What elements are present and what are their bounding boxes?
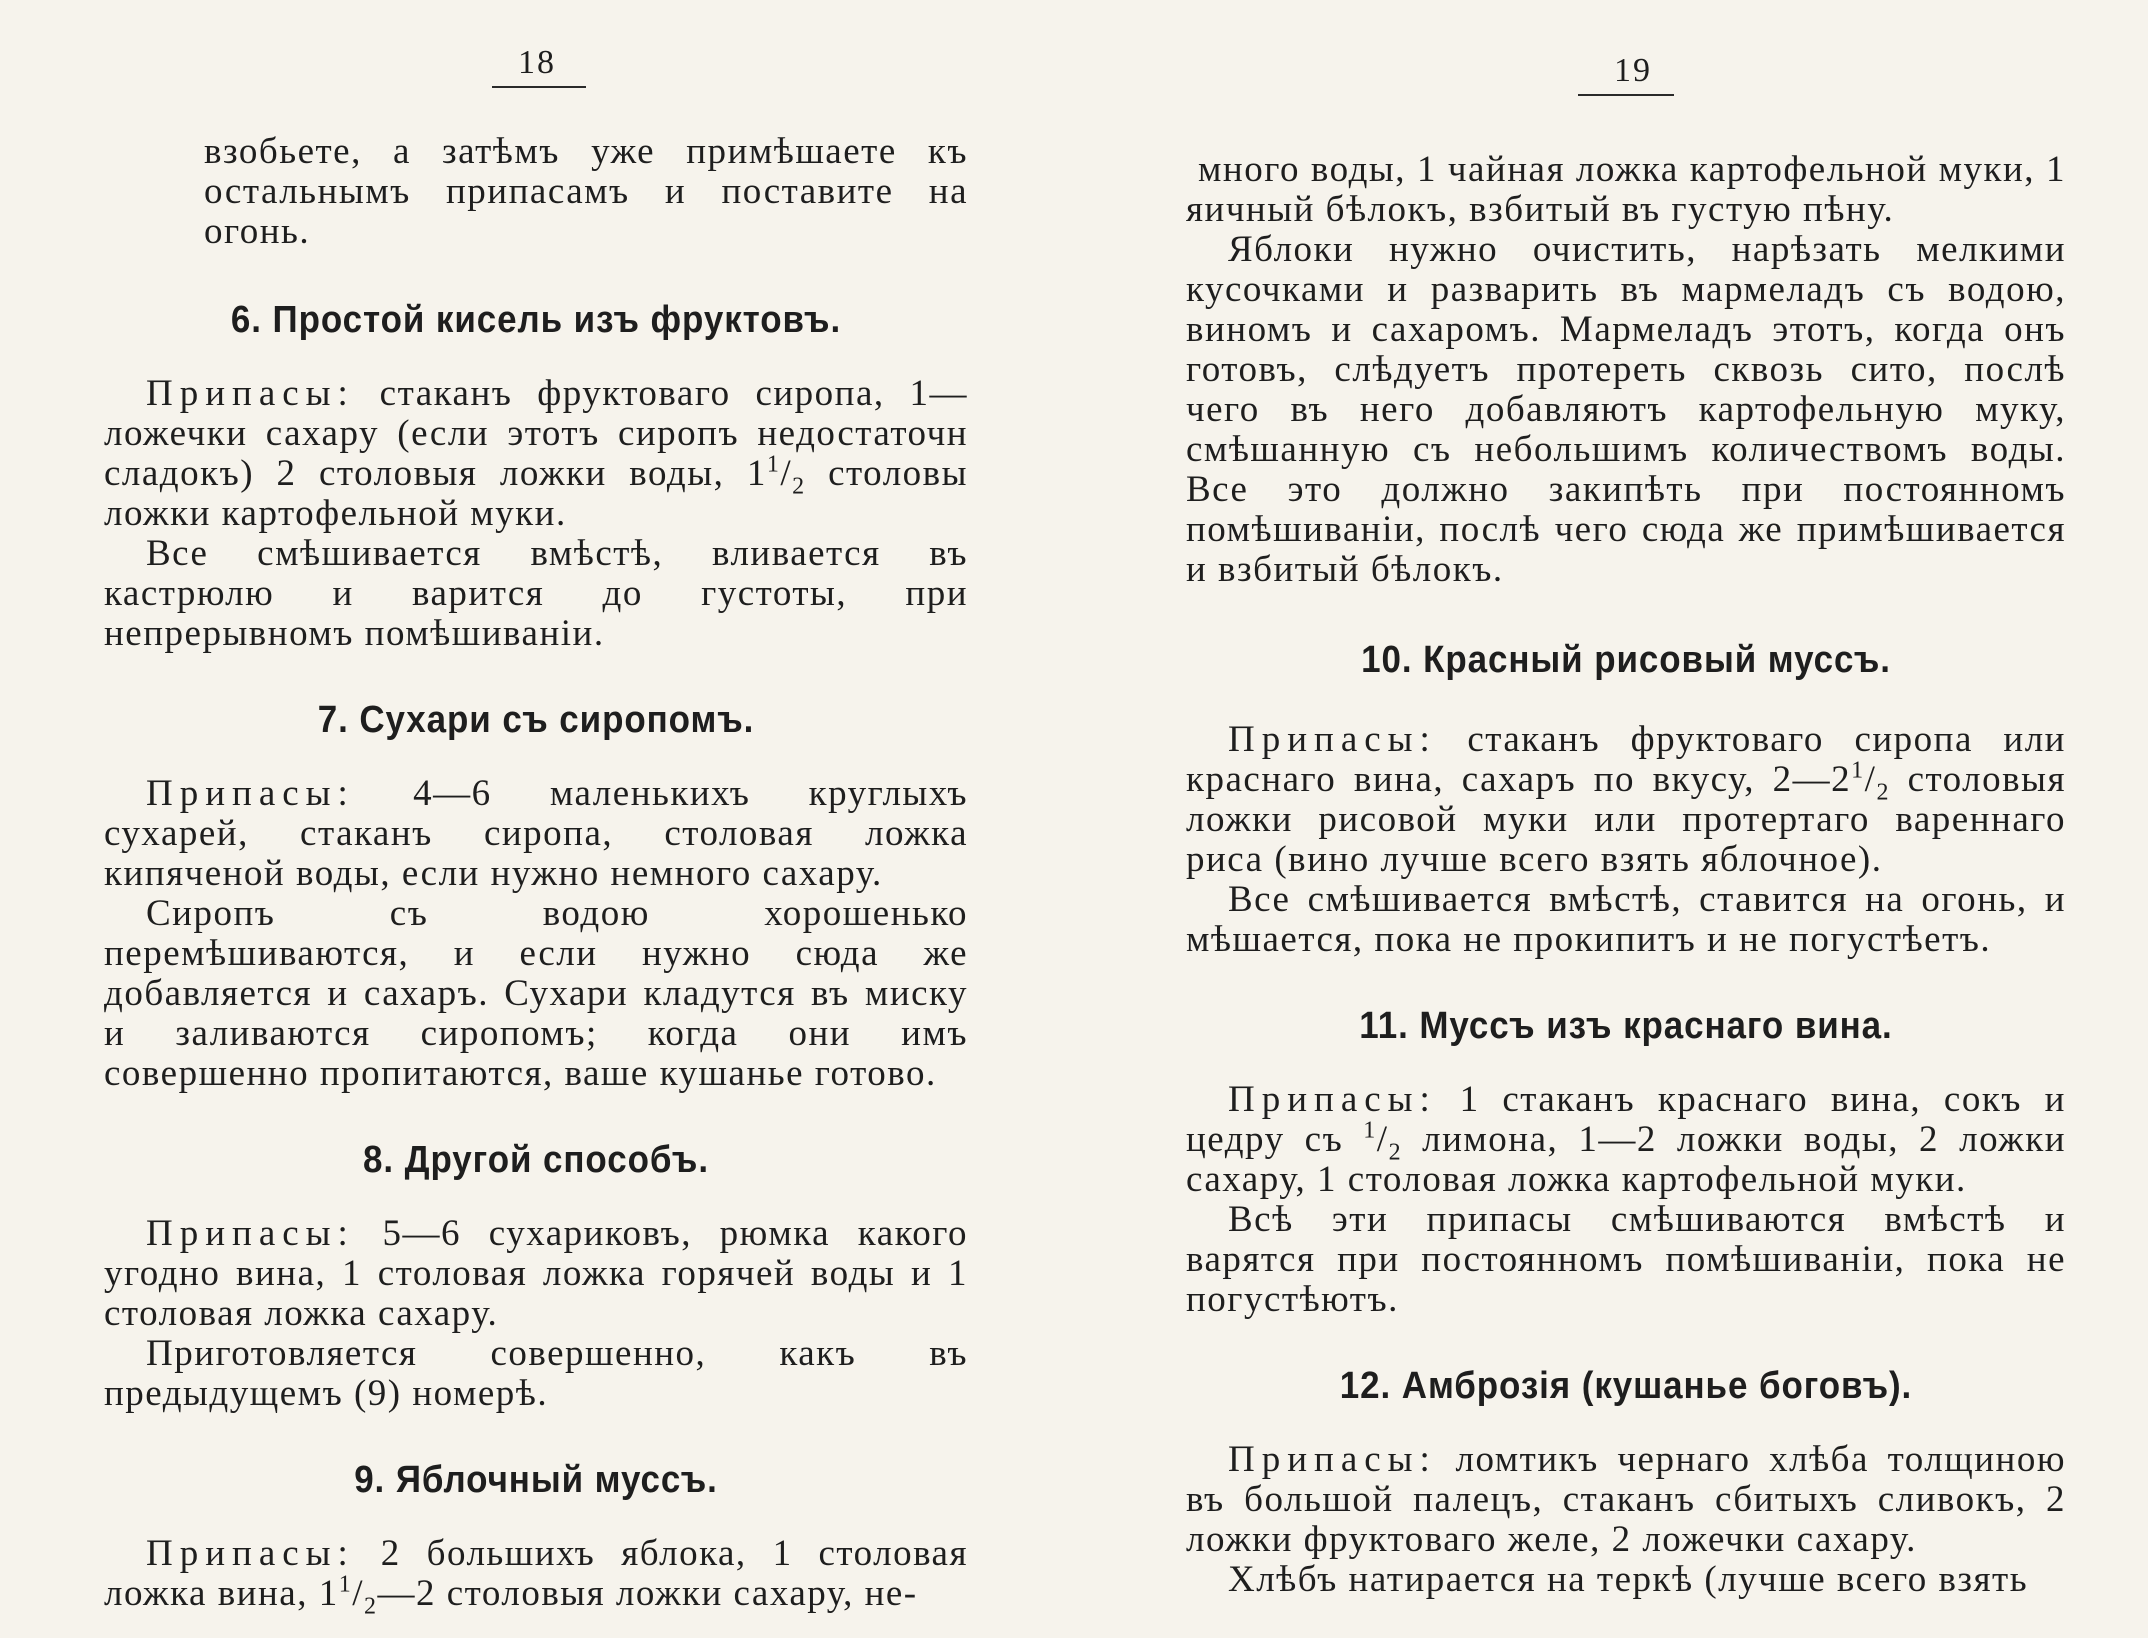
- continuation-method: Яблоки нужно очистить, нарѣзать мелкими кусочками и разварить въ мармеладъ съ водою, виномъ и сахаромъ. Мармеладъ этотъ, когда онъ готовъ, слѣдуетъ протереть сквозь сито, послѣ чего въ него добавляютъ картофельную муку, смѣшанную съ небольшимъ количествомъ воды. Все это должно закипѣть при постоянномъ помѣшиваніи, послѣ чего сюда же примѣшивается и взбитый бѣлокъ.: [1186, 229, 2066, 590]
- left-page-body: [104, 131, 968, 1620]
- recipe-11-ingredients: Припасы: 1 стаканъ краснаго вина, сокъ и цедру съ $^1/_2$ лимона, 1—2 ложки воды, 2 ложки сахару, 1 столовая ложка картофельной муки.: [1186, 1079, 2066, 1200]
- right-page-body: [1186, 150, 2066, 1600]
- recipe-10-title: 10. Красный рисовый муссъ.: [1361, 639, 1891, 681]
- ingredients-label: Припасы:: [146, 1533, 355, 1574]
- recipe-12-ingredients: Припасы: ломтикъ чернаго хлѣба толщиною въ большой палецъ, стаканъ сбитыхъ сливокъ, 2 ложки фруктоваго желе, 2 ложечки сахару.: [1186, 1439, 2066, 1560]
- ingredients-label: Припасы:: [146, 373, 355, 414]
- recipe-11-title: 11. Муссъ изъ краснаго вина.: [1359, 1005, 1893, 1047]
- recipe-12-title: 12. Амброзія (кушанье боговъ).: [1339, 1365, 1913, 1407]
- ingredients-label: Припасы:: [1228, 719, 1437, 760]
- ingredients-label: Припасы:: [1228, 1079, 1437, 1120]
- recipe-6-method: Все смѣшивается вмѣстѣ, вливается въ кастрюлю и варится до густоты, при непрерывномъ помѣшиваніи.: [104, 533, 968, 654]
- page-number: 18: [518, 44, 556, 81]
- recipe-9-title: 9. Яблочный муссъ.: [354, 1459, 718, 1501]
- continuation-paragraph: взобьете, а затѣмъ уже примѣшаете къ остальнымъ припасамъ и поставите на огонь.: [204, 131, 968, 252]
- recipe-8-title: 8. Другой способъ.: [363, 1139, 709, 1181]
- recipe-7-ingredients: Припасы: 4—6 маленькихъ круглыхъ сухарей, стаканъ сиропа, столовая ложка кипяченой воды, если нужно немного сахару.: [104, 773, 968, 894]
- recipe-11-method: Всѣ эти припасы смѣшиваются вмѣстѣ и варятся при постоянномъ помѣшиваніи, пока не погустѣютъ.: [1186, 1199, 2066, 1320]
- page-number-rule: [1578, 94, 1674, 96]
- recipe-10-ingredients: Припасы: стаканъ фруктоваго сиропа или краснаго вина, сахаръ по вкусу, $2—2^1/_2$ столовыя ложки рисовой муки или протертаго вареннаго риса (вино лучше всего взять яблочное).: [1186, 719, 2066, 880]
- ingredients-label: Припасы:: [146, 773, 355, 814]
- recipe-6-title: 6. Простой кисель изъ фруктовъ.: [230, 299, 842, 341]
- recipe-7-title: 7. Сухари съ сиропомъ.: [317, 699, 755, 741]
- recipe-6-ingredients: Припасы: стаканъ фруктоваго сиропа, 1—ложечки сахару (если этотъ сиропъ недостаточн сладокъ) 2 столовыя ложки воды, $1^1/_2$ столовы ложки картофельной муки.: [104, 373, 968, 534]
- recipe-7-method: Сиропъ съ водою хорошенько перемѣшиваются, и если нужно сюда же добавляется и сахаръ. Сухари кладутся въ миску и заливаются сиропомъ; когда они имъ совершенно пропитаются, ваше кушанье готово.: [104, 893, 968, 1094]
- recipe-8-method: Приготовляется совершенно, какъ въ предыдущемъ (9) номерѣ.: [104, 1333, 968, 1414]
- ingredients-label: Припасы:: [1228, 1439, 1437, 1480]
- continuation-ingredients: много воды, 1 чайная ложка картофельной муки, 1 яичный бѣлокъ, взбитый въ густую пѣну.: [1186, 149, 2066, 230]
- recipe-9-ingredients: Припасы: 2 большихъ яблока, 1 столовая ложка вина, $1^1/_2—2$ столовыя ложки сахару, не-: [104, 1533, 968, 1620]
- ingredients-label: Припасы:: [146, 1213, 355, 1254]
- recipe-10-method: Все смѣшивается вмѣстѣ, ставится на огонь, и мѣшается, пока не прокипитъ и не погустѣетъ.: [1186, 879, 2066, 960]
- page-number: 19: [1614, 52, 1652, 89]
- page-number-rule: [492, 86, 586, 88]
- recipe-8-ingredients: Припасы: 5—6 сухариковъ, рюмка какого угодно вина, 1 столовая ложка горячей воды и 1 столовая ложка сахару.: [104, 1213, 968, 1334]
- recipe-12-method: Хлѣбъ натирается на теркѣ (лучше всего взять: [1228, 1559, 2029, 1600]
- right-page: [1074, 0, 2148, 1638]
